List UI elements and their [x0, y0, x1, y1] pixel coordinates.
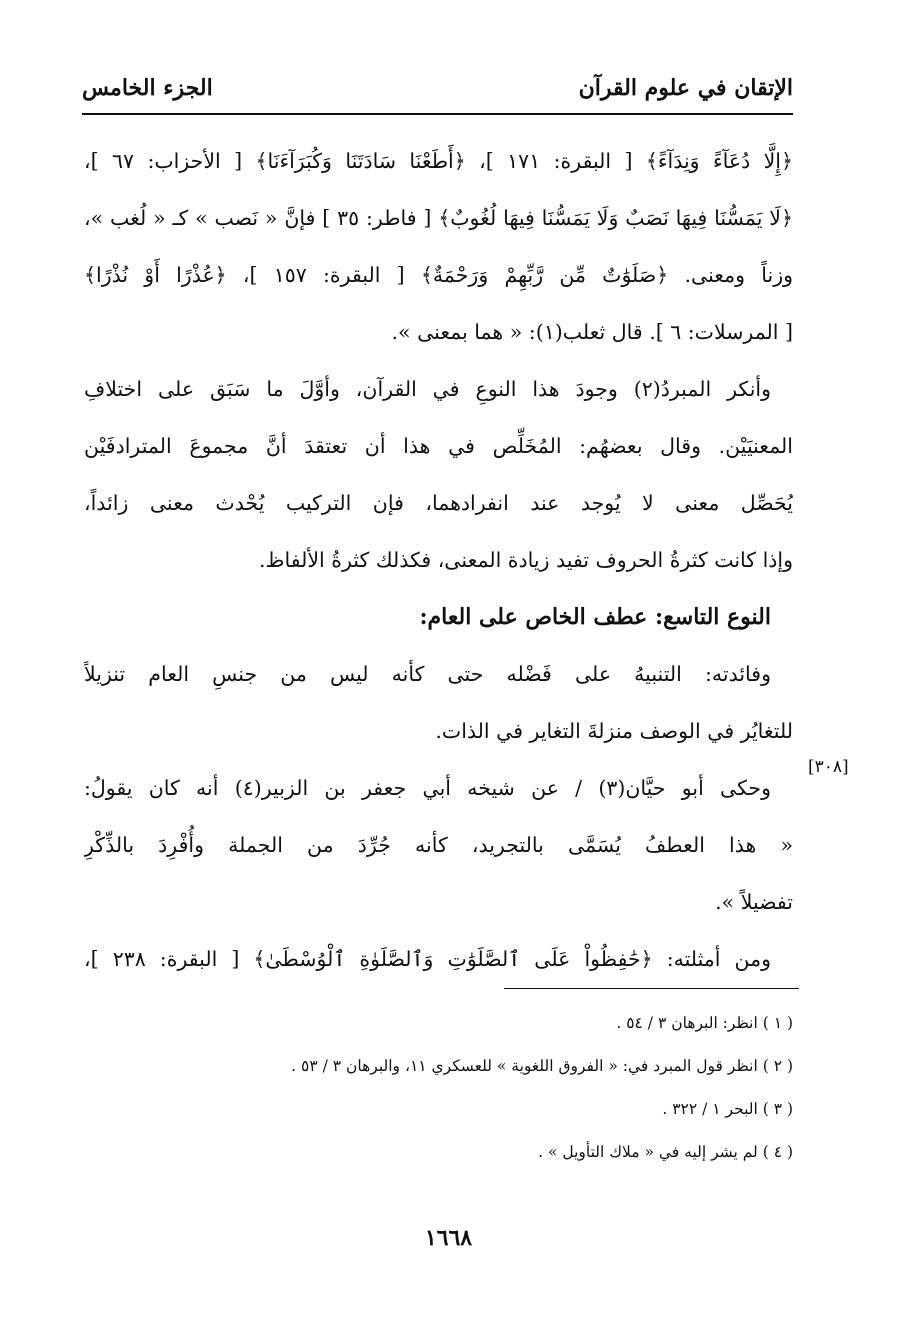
margin-page-reference: [٣٠٨]	[808, 757, 849, 777]
running-header	[82, 66, 793, 110]
page-number: ١٦٦٨	[424, 1225, 473, 1251]
footnote-rule	[504, 988, 799, 989]
text-line: للتغايُر في الوصف منزلةَ التغاير في الذات.	[435, 719, 793, 743]
text-line: وزناً ومعنى. ﴿صَلَوَٰتٌ مِّن رَّبِّهِمْ وَرَحْمَةٌ﴾ [ البقرة: ١٥٧ ]، ﴿عُذْرًا أَوْ نُذْرًا﴾	[84, 263, 793, 287]
text-line: تفضيلاً ».	[715, 890, 793, 914]
text-line: ﴿إِلَّا دُعَآءً وَنِدَآءً﴾ [ البقرة: ١٧١ ]، ﴿أَطَعْنَا سَادَتَنَا وَكُبَرَآءَنَا﴾ [ الأحزاب: ٦٧ ]،	[84, 149, 793, 173]
section-heading: النوع التاسع: عطف الخاص على العام:	[419, 604, 771, 630]
text-line: ﴿لَا يَمَسُّنَا فِيهَا نَصَبٌ وَلَا يَمَسُّنَا فِيهَا لُغُوبٌ﴾ [ فاطر: ٣٥ ] فإنَّ « نَصب » كـ « لُغب »،	[84, 206, 793, 230]
footnote: ( ١ ) انظر: البرهان ٣ / ٥٤ .	[616, 1014, 793, 1032]
volume-label: الجزء الخامس	[82, 75, 213, 101]
text-line: « هذا العطفُ يُسَمَّى بالتجريد، كأنه جُرِّدَ من الجملة وأُفْرِدَ بالذِّكْرِ	[84, 833, 793, 857]
text-line: [ المرسلات: ٦ ]. قال ثعلب(١): « هما بمعنى ».	[391, 320, 793, 344]
text-line: يُحَصِّل معنى لا يُوجد عند انفرادهما، فإن التركيب يُحْدث معنى زائداً،	[84, 491, 793, 515]
footnote: ( ٢ ) انظر قول المبرد في: « الفروق اللغوية » للعسكري ١١، والبرهان ٣ / ٥٣ .	[291, 1057, 793, 1075]
header-rule	[82, 113, 793, 115]
footnotes	[140, 1003, 793, 1175]
text-line: ومن أمثلته: ﴿حَٰفِظُواْ عَلَى ٱلصَّلَوَٰتِ وَٱلصَّلَوٰةِ ٱلْوُسْطَىٰ﴾ [ البقرة: ٢٣٨ ]،	[84, 947, 771, 971]
text-line: وأنكر المبردُ(٢) وجودَ هذا النوعِ في القرآن، وأوَّلَ ما سَبَق على اختلافِ	[84, 377, 771, 401]
footnote: ( ٤ ) لم يشر إليه في « ملاك التأويل » .	[538, 1143, 793, 1161]
footnote: ( ٣ ) البحر ١ / ٣٢٢ .	[662, 1100, 793, 1118]
main-text	[84, 138, 793, 993]
text-line: وفائدته: التنبيهُ على فَضْله حتى كأنه ليس من جنسِ العام تنزيلاً	[84, 662, 771, 686]
book-title: الإتقان في علوم القرآن	[578, 75, 793, 101]
text-line: وحكى أبو حيَّان(٣) / عن شيخه أبي جعفر بن الزبير(٤) أنه كان يقولُ:	[84, 776, 772, 800]
text-line: وإذا كانت كثرةُ الحروف تفيد زيادة المعنى، فكذلك كثرةُ الألفاظ.	[259, 548, 793, 572]
text-line: المعنيَيْن. وقال بعضهُم: المُخَلِّص في هذا أن تعتقدَ أنَّ مجموعَ المترادفَيْن	[84, 434, 793, 458]
